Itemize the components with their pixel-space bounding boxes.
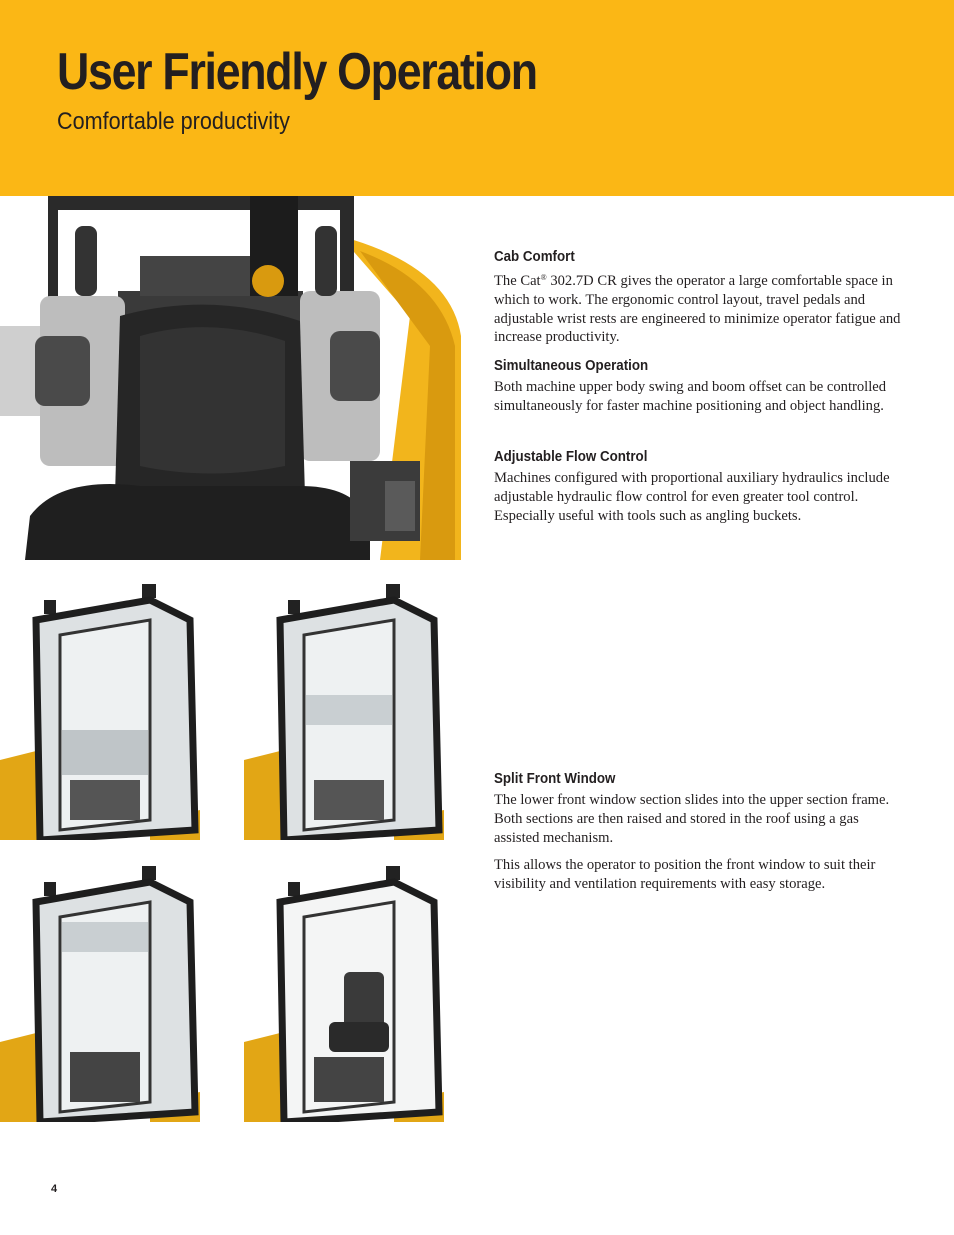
- section-body: Both machine upper body swing and boom offset can be controlled simultaneously for faster machine positioning and object handling.: [494, 379, 887, 414]
- section-split-front-window: [494, 771, 904, 903]
- registered-mark: ®: [540, 273, 547, 282]
- section-heading: Split Front Window: [494, 771, 616, 787]
- page-subtitle: Comfortable productivity: [57, 108, 290, 135]
- cab-window-photo-4: [244, 862, 444, 1122]
- section-body: Machines configured with proportional auxiliary hydraulics include adjustable hydraulic flow control for even greater tool control. Especially useful with tools such as angling buckets.: [494, 470, 890, 524]
- page-title: User Friendly Operation: [57, 43, 537, 101]
- cab-window-photo-3: [0, 862, 200, 1122]
- section-body: The lower front window section slides into the upper section frame. Both sections are then raised and stored in the roof using a gas assisted mechanism.: [494, 792, 890, 846]
- section-adjustable-flow-control: [494, 449, 904, 534]
- section-simultaneous-operation: [494, 358, 904, 425]
- section-heading: Simultaneous Operation: [494, 358, 649, 374]
- cab-interior-photo: [0, 196, 461, 560]
- header-banner: [0, 0, 954, 196]
- body-text: 302.7D CR gives the operator a large comfortable space in which to work. The ergonomic control layout, travel pedals and adjustable wrist rests are engineered to minimize operator fatigue and increase productivity.: [494, 273, 901, 346]
- page-number: 4: [51, 1183, 58, 1195]
- section-cab-comfort: [494, 249, 904, 356]
- section-heading: Cab Comfort: [494, 249, 575, 265]
- cab-window-photo-2: [244, 580, 444, 840]
- section-body: [494, 269, 904, 347]
- section-heading: Adjustable Flow Control: [494, 449, 648, 465]
- body-text: The Cat: [494, 273, 541, 289]
- section-body: This allows the operator to position the front window to suit their visibility and ventilation requirements with easy storage.: [494, 857, 876, 893]
- cab-window-photo-1: [0, 580, 200, 840]
